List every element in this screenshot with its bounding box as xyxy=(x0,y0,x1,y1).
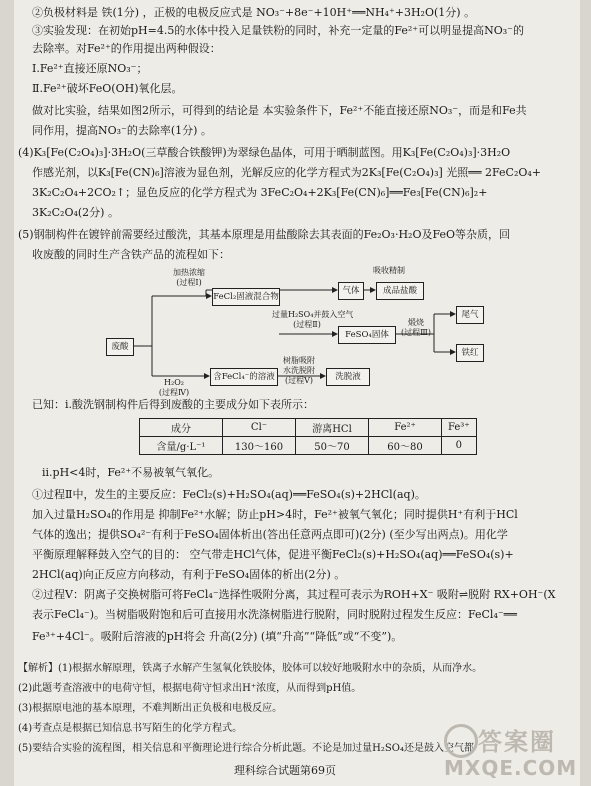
product-hcl-box: 成品盐酸 xyxy=(376,282,424,300)
text-line: Ⅱ.Fe²⁺破坏FeO(OH)氧化层。 xyxy=(32,82,183,95)
step5-label: 树脂吸附 水洗脱附 (过程Ⅴ) xyxy=(283,356,315,385)
table-header-cell: 成分 xyxy=(140,419,223,437)
text-line: (5)钢制构件在镀锌前需要经过酸洗，其基本原理是用盐酸除去其表面的Fe₂O₃·H₂O及FeO等杂质，回 xyxy=(18,228,511,241)
analysis-line: (2)此题考查溶液中的电荷守恒，根据电荷守恒求出H⁺浓度，从而得到pH值。 xyxy=(18,683,362,694)
text-line: ii.pH<4时，Fe²⁺不易被氧气氧化。 xyxy=(42,466,220,479)
text-line: 加入过量H₂SO₄的作用是 抑制Fe²⁺水解；防止pH>4时，Fe²⁺被氧气氧化；同时提供H⁺有利于HCl xyxy=(32,508,518,521)
table-cell: 130～160 xyxy=(223,437,296,455)
text-line: 收废酸的同时生产含铁产品的流程如下： xyxy=(32,248,230,261)
text-line: 同作用，提高NO₃⁻的去除率(1分) 。 xyxy=(32,124,212,137)
table-cell: 60～80 xyxy=(369,437,442,455)
absorb-label: 吸收精制 xyxy=(373,266,405,275)
eluate-box: 洗脱液 xyxy=(326,368,370,386)
step1-label: 加热浓缩 (过程Ⅰ) xyxy=(173,268,205,287)
table-cell: 0 xyxy=(442,437,477,455)
table-header-cell: Fe²⁺ xyxy=(369,419,442,437)
text-line: (4)K₃[Fe(C₂O₄)₃]·3H₂O(三草酸合铁酸钾)为翠绿色晶体，可用于晒制蓝图。用K₃[Fe(C₂O₄)₃]·3H₂O xyxy=(18,146,511,159)
analysis-line: (5)要结合实验的流程图，相关信息和平衡理论进行综合分析此题。不论是加过量H₂SO₄还是鼓入空气都 xyxy=(18,743,474,754)
page-footer: 理科综合试题第69页 xyxy=(234,764,336,777)
text-line: 表示FeCl₄⁻)。当树脂吸附饱和后可直接用水洗涤树脂进行脱附，同时脱附过程发生反应：FeCl₄⁻══ xyxy=(32,608,517,621)
fecl4-solution-box: 含FeCl₄⁻的溶液 xyxy=(210,368,278,386)
feso4-solid-box: FeSO₄固体 xyxy=(338,326,396,344)
waste-acid-box: 废酸 xyxy=(106,338,134,356)
step3-label: 煅烧 (过程Ⅲ) xyxy=(401,318,431,337)
text-line: 做对比实验，结果如图2所示，可得到的结论是 本实验条件下，Fe²⁺不能直接还原NO₃⁻，而是和Fe共 xyxy=(32,104,527,117)
text-line: Fe³⁺+4Cl⁻。吸附后溶液的pH将会 升高(2分) (填“升高”“降低”或“不变”)。 xyxy=(32,630,403,643)
text-line: 气体的逸出；提供SO₄²⁻有利于FeSO₄固体析出(答出任意两点即可)(2分) (至少写出两点)。用化学 xyxy=(32,528,508,541)
exam-page xyxy=(14,0,580,786)
table-header-cell: Fe³⁺ xyxy=(442,419,477,437)
step2-label: 过量H₂SO₄并鼓入空气 (过程Ⅱ) xyxy=(272,310,354,329)
watermark-top-text: 答案圈 xyxy=(478,728,556,756)
table-cell: 含量/g·L⁻¹ xyxy=(140,437,223,455)
text-line: ②负极材料是 铁(1分) ，正极的电极反应式是 NO₃⁻+8e⁻+10H⁺══NH₄⁺+3H₂O(1分) 。 xyxy=(32,6,476,19)
text-line: 2HCl(aq)向正反应方向移动，有利于FeSO₄固体的析出(2分) 。 xyxy=(32,568,346,581)
watermark-bottom-text: MXQE.COM xyxy=(444,756,578,780)
table-header-cell: Cl⁻ xyxy=(223,419,296,437)
analysis-line: (3)根据原电池的基本原理，不难判断出正负极和电极反应。 xyxy=(18,703,283,714)
text-line: 去除率。对Fe²⁺的作用提出两种假设： xyxy=(32,42,221,55)
text-line: 平衡原理解释鼓入空气的目的： 空气带走HCl气体，促进平衡FeCl₂(s)+H₂SO₄(aq)══FeSO₄(s)+ xyxy=(32,548,514,561)
text-line: Ⅰ.Fe²⁺直接还原NO₃⁻； xyxy=(32,62,148,75)
text-line: 3K₂C₂O₄(2分) 。 xyxy=(32,206,119,219)
watermark-circle-icon xyxy=(444,724,478,758)
watermark-logo xyxy=(444,720,578,780)
known-intro: 已知：i.酸洗钢制构件后得到废酸的主要成分如下表所示： xyxy=(32,398,315,411)
flow-diagram-lines xyxy=(14,0,580,410)
table-header-cell: 游离HCl xyxy=(296,419,369,437)
table-row xyxy=(140,437,477,455)
analysis-line: 【解析】(1)根据水解原理，铁离子水解产生氢氧化铁胶体，胶体可以较好地吸附水中的杂质，从而净水。 xyxy=(18,663,483,674)
fecl2-mixture-box: FeCl₂固液混合物 xyxy=(212,288,280,306)
tail-gas-box: 尾气 xyxy=(456,306,484,324)
text-line: ②过程Ⅴ：阴离子交换树脂可将FeCl₄⁻选择性吸附分离，其过程可表示为ROH+X⁻ 吸附⇌脱附 RX+OH⁻(X xyxy=(32,588,556,601)
table-cell: 50～70 xyxy=(296,437,369,455)
iron-red-box: 铁红 xyxy=(456,344,484,362)
analysis-line: (4)考查点是根据已知信息书写陌生的化学方程式。 xyxy=(18,723,243,734)
gas-box: 气体 xyxy=(338,282,364,300)
table-header-row xyxy=(140,419,477,437)
composition-table xyxy=(139,418,477,455)
text-line: 作感光剂，以K₃[Fe(CN)₆]溶液为显色剂，光解反应的化学方程式为2K₃[Fe(C₂O₄)₃] 光照══ 2FeC₂O₄+ xyxy=(32,166,542,179)
text-line: ①过程Ⅱ中，发生的主要反应：FeCl₂(s)+H₂SO₄(aq)══FeSO₄(s)+2HCl(aq)。 xyxy=(32,488,426,501)
step4-label: H₂O₂ (过程Ⅳ) xyxy=(158,378,190,397)
text-line: ③实验发现：在初始pH=4.5的水体中投入足量铁粉的同时，补充一定量的Fe²⁺可以明显提高NO₃⁻的 xyxy=(32,24,524,37)
text-line: 3K₂C₂O₄+2CO₂↑；显色反应的化学方程式为 3FeC₂O₄+2K₃[Fe(CN)₆]══Fe₃[Fe(CN)₆]₂+ xyxy=(32,186,488,199)
